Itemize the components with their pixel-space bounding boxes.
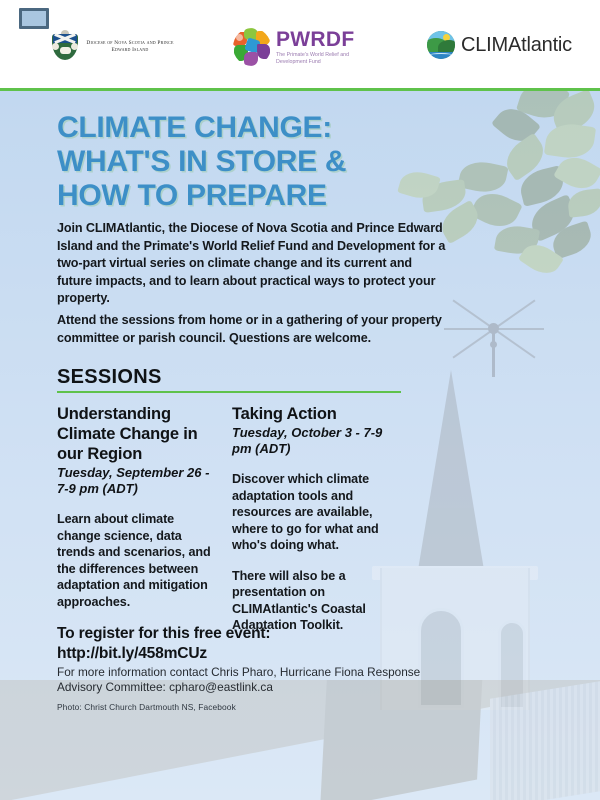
title-line-1: CLIMATE CHANGE: <box>57 111 332 144</box>
session-card-2 <box>232 404 390 634</box>
session-title: Understanding Climate Change in our Region <box>57 405 198 463</box>
climatlantic-mark-icon <box>427 31 455 59</box>
sessions-divider <box>57 391 401 393</box>
title-line-3: HOW TO PREPARE <box>57 179 327 212</box>
attend-paragraph: Attend the sessions from home or in a gathering of your property committee or parish council. Questions are welcome. <box>57 313 442 345</box>
diocese-logo <box>52 30 178 64</box>
climatlantic-wordmark: CLIMAtlantic <box>461 33 572 56</box>
pwrdf-acronym: PWRDF <box>276 27 355 51</box>
pwrdf-tagline: The Primate's World Relief and Development Fund <box>276 51 350 65</box>
diocese-shield-icon <box>52 30 78 64</box>
sessions-heading: SESSIONS <box>57 366 162 388</box>
climatlantic-logo <box>427 31 572 59</box>
session-title: Taking Action <box>232 405 337 423</box>
header-divider <box>0 88 600 91</box>
logo-header-band <box>0 0 600 90</box>
poster-content <box>0 90 600 800</box>
photo-credit: Photo: Christ Church Dartmouth NS, Facebook <box>57 702 236 712</box>
pwrdf-logo <box>233 28 376 66</box>
register-block <box>57 624 457 663</box>
session-description-extra: There will also be a presentation on CLIMAtlantic's Coastal Adaptation Toolkit. <box>232 568 366 632</box>
session-date: Tuesday, September 26 - 7-9 pm (ADT) <box>57 465 210 496</box>
session-description: Learn about climate change science, data trends and scenarios, and the differences between adaptation and mitigation approaches. <box>57 512 211 609</box>
session-date: Tuesday, October 3 - 7-9 pm (ADT) <box>232 425 383 456</box>
pwrdf-globe-icon <box>233 28 271 66</box>
page-title <box>57 111 457 213</box>
title-line-2: WHAT'S IN STORE & <box>57 145 347 178</box>
logo-row <box>0 28 600 78</box>
register-label: To register for this free event: <box>57 625 271 642</box>
intro-paragraph: Join CLIMAtlantic, the Diocese of Nova Scotia and Prince Edward Island and the Primate's World Relief Fund and Development for a two-part virtual series on climate change and its current and future impacts, and to learn about practical ways to protect your property. <box>57 221 446 306</box>
register-url[interactable]: http://bit.ly/458mCUz <box>57 644 208 662</box>
session-card-1 <box>57 404 217 610</box>
contact-info: For more information contact Chris Pharo, Hurricane Fiona Response Advisory Committee: cpharo@eastlink.ca <box>57 665 421 694</box>
diocese-logo-text: Diocese of Nova Scotia and Prince Edward Island <box>86 39 174 53</box>
session-description: Discover which climate adaptation tools and resources are available, where to go for what and who's doing what. <box>232 472 379 552</box>
image-placeholder-icon <box>19 8 49 29</box>
